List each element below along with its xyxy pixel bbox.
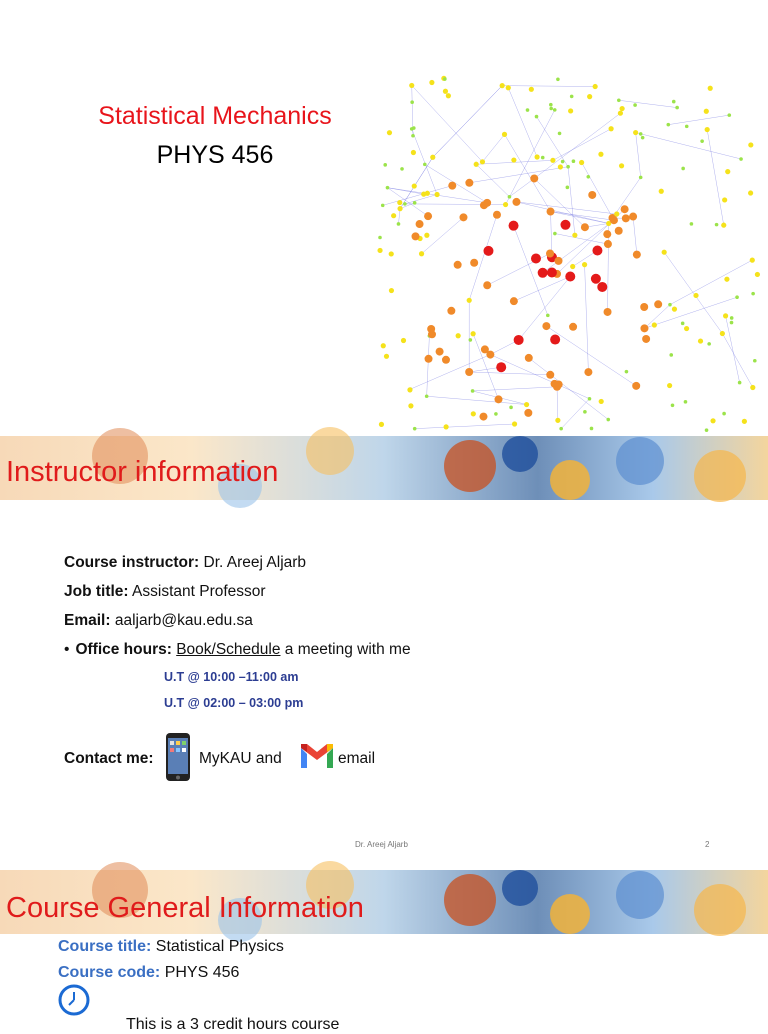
network-graph-illustration [380,78,768,432]
course-title-line: Course title: Statistical Physics [58,938,284,956]
office-hours-line: • Office hours: Book/Schedule a meeting with me [64,641,411,659]
mykau-text: MyKAU and [199,750,282,768]
contact-label: Contact me: [64,750,154,768]
network-edges [383,85,753,428]
job-title-line: Job title: Assistant Professor [64,583,266,601]
credit-hours-text: This is a 3 credit hours course [126,1016,339,1034]
title-slide [0,0,768,432]
slide-heading: Course General Information [6,892,364,925]
smartphone-icon [165,732,191,782]
page-number: 2 [705,840,709,849]
email-text: email [338,750,375,768]
course-code: PHYS 456 [0,141,430,170]
instructor-line: Course instructor: Dr. Areej Aljarb [64,554,306,572]
office-hours-slot-1: U.T @ 10:00 –11:00 am [164,670,299,684]
course-code-line: Course code: PHYS 456 [58,964,239,982]
slide-banner [0,436,768,500]
course-title: Statistical Mechanics [0,102,430,131]
book-schedule-link[interactable]: Book/Schedule [176,641,280,658]
gmail-icon [299,742,335,770]
email-line: Email: aaljarb@kau.edu.sa [64,612,253,630]
slide-banner [0,870,768,934]
footer-author: Dr. Areej Aljarb [355,840,408,849]
slide-heading: Instructor information [6,456,278,489]
clock-icon [58,984,90,1016]
office-hours-slot-2: U.T @ 02:00 – 03:00 pm [164,696,303,710]
course-info-slide [0,870,768,1024]
instructor-slide [0,436,768,864]
